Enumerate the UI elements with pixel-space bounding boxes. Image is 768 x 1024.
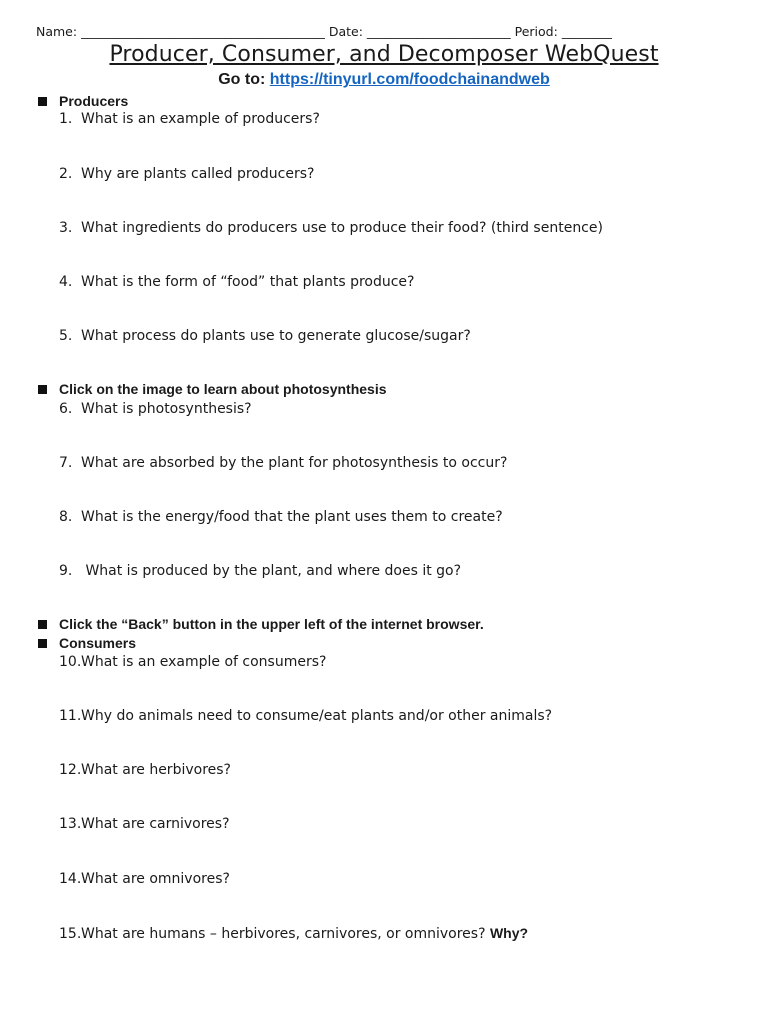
question-12: 12.What are herbivores? xyxy=(59,762,231,778)
name-label: Name: xyxy=(36,24,78,39)
date-label: Date: xyxy=(328,24,363,39)
question-1: 1. What is an example of producers? xyxy=(59,111,320,127)
section-heading-photosynthesis: Click on the image to learn about photosynthesis xyxy=(59,381,387,397)
question-6: 6. What is photosynthesis? xyxy=(59,401,252,417)
header-line xyxy=(36,24,612,39)
goto-line xyxy=(0,71,768,89)
bullet-square-icon xyxy=(38,97,47,106)
section-heading-back: Click the “Back” button in the upper left of the internet browser. xyxy=(59,616,484,632)
question-8: 8. What is the energy/food that the plant uses them to create? xyxy=(59,509,503,525)
name-blank: _______________________________________ xyxy=(81,24,325,39)
why-emphasis: Why? xyxy=(489,925,529,941)
bullet-square-icon xyxy=(38,639,47,648)
question-9: 9. What is produced by the plant, and where does it go? xyxy=(59,563,462,579)
page-title: Producer, Consumer, and Decomposer WebQuest xyxy=(109,42,659,67)
question-14: 14.What are omnivores? xyxy=(59,871,230,887)
question-10: 10.What is an example of consumers? xyxy=(59,654,327,670)
section-heading-consumers: Consumers xyxy=(59,635,137,651)
question-3: 3. What ingredients do producers use to produce their food? (third sentence) xyxy=(59,220,603,236)
section-heading-producers: Producers xyxy=(59,93,129,109)
question-7: 7. What are absorbed by the plant for photosynthesis to occur? xyxy=(59,455,508,471)
period-blank: ________ xyxy=(561,24,612,39)
question-13: 13.What are carnivores? xyxy=(59,816,230,832)
period-label: Period: xyxy=(514,24,558,39)
goto-label: Go to: xyxy=(218,71,266,88)
question-15: 15.What are humans – herbivores, carnivores, or omnivores? Why? xyxy=(59,925,529,942)
question-11: 11.Why do animals need to consume/eat plants and/or other animals? xyxy=(59,708,553,724)
bullet-square-icon xyxy=(38,620,47,629)
goto-link[interactable]: https://tinyurl.com/foodchainandweb xyxy=(269,71,550,88)
question-5: 5. What process do plants use to generate glucose/sugar? xyxy=(59,328,471,344)
date-blank: _______________________ xyxy=(366,24,511,39)
question-4: 4. What is the form of “food” that plants produce? xyxy=(59,274,415,290)
question-2: 2. Why are plants called producers? xyxy=(59,166,315,182)
bullet-square-icon xyxy=(38,385,47,394)
